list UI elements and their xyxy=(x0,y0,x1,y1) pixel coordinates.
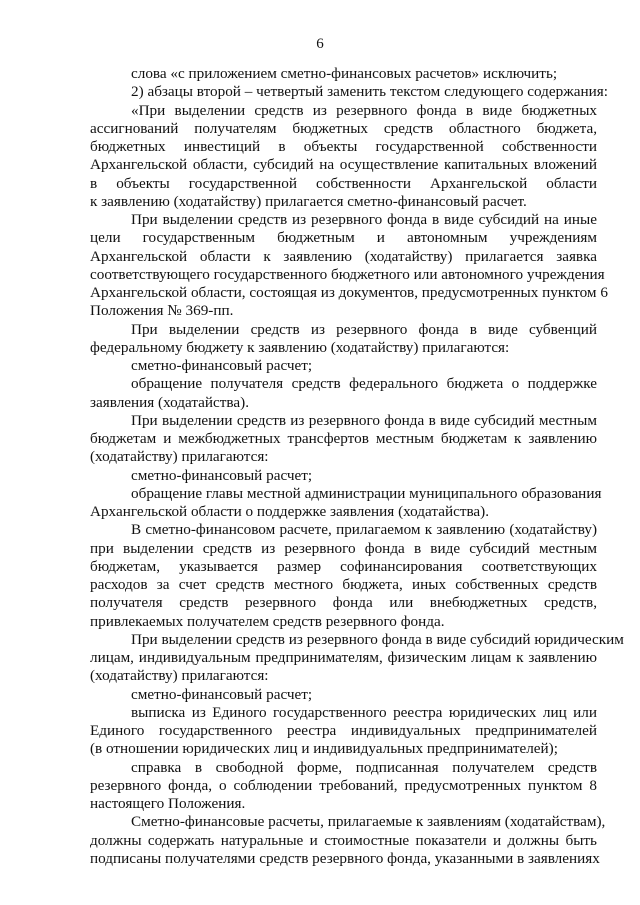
page-number: 6 xyxy=(316,36,324,52)
text-line: ассигнований получателям бюджетных средств областного бюджета, xyxy=(90,119,597,137)
text-line: в объекты государственной собственности Архангельской области xyxy=(90,174,597,192)
text-line: бюджетам, указывается размер софинансирования соответствующих xyxy=(90,557,597,575)
text-line: сметно-финансовый расчет; xyxy=(131,466,313,484)
text-line: настоящего Положения. xyxy=(90,795,246,812)
text-line: Сметно-финансовые расчеты, прилагаемые к заявлениям (ходатайствам), xyxy=(131,813,606,831)
text-line: Архангельской области о поддержке заявления (ходатайства). xyxy=(90,503,490,520)
text-line: 2) абзацы второй – четвертый заменить текстом следующего содержания: xyxy=(131,83,608,101)
text-line: федеральному бюджету к заявлению (ходатайству) прилагаются: xyxy=(90,338,510,356)
text-line: Архангельской области, субсидий на осуществление капитальных вложений xyxy=(90,156,597,174)
text-line: выписка из Единого государственного реестра юридических лиц или xyxy=(131,703,597,721)
text-line: обращение главы местной администрации муниципального образования xyxy=(131,484,602,502)
text-line: При выделении средств из резервного фонда в виде субсидий на иные xyxy=(131,211,597,228)
text-line: при выделении средств из резервного фонда в виде субсидий местным xyxy=(90,539,597,557)
text-line: сметно-финансовый расчет; xyxy=(131,685,313,703)
text-line: бюджетных инвестиций в объекты государственной собственности xyxy=(90,138,597,155)
text-line: бюджетам и межбюджетных трансфертов местным бюджетам к заявлению xyxy=(90,430,597,447)
text-line: Архангельской области к заявлению (ходатайству) прилагается заявка xyxy=(90,247,597,265)
text-line: резервного фонда, о соблюдении требований, предусмотренных пунктом 8 xyxy=(90,776,597,794)
text-line: расходов за счет средств местного бюджета, иных собственных средств xyxy=(90,576,597,593)
text-line: слова «с приложением сметно-финансовых расчетов» исключить; xyxy=(131,65,558,82)
text-line: должны содержать натуральные и стоимостные показатели и должны быть xyxy=(90,831,597,849)
text-line: обращение получателя средств федерального бюджета о поддержке xyxy=(131,375,597,393)
text-line: (ходатайству) прилагаются: xyxy=(90,667,269,685)
text-line: справка в свободной форме, подписанная получателем средств xyxy=(131,758,597,776)
text-line: к заявлению (ходатайству) прилагается сметно-финансовый расчет. xyxy=(90,192,527,210)
text-line: (в отношении юридических лиц и индивидуальных предпринимателей); xyxy=(90,740,558,758)
text-line: цели государственным бюджетным и автономным учреждениям xyxy=(90,229,597,247)
text-line: заявления (ходатайства). xyxy=(90,393,249,411)
text-line: Единого государственного реестра индивидуальных предпринимателей xyxy=(90,722,597,739)
text-line: При выделении средств из резервного фонда в виде субвенций xyxy=(131,320,597,338)
text-line: лицам, индивидуальным предпринимателям, физическим лицам к заявлению xyxy=(90,649,597,666)
text-line: В сметно-финансовом расчете, прилагаемом к заявлению (ходатайству) xyxy=(131,521,597,539)
text-line: получателя средств резервного фонда или внебюджетных средств, xyxy=(90,594,597,612)
text-line: Архангельской области, состоящая из документов, предусмотренных пунктом 6 xyxy=(90,284,608,301)
text-line: При выделении средств из резервного фонда в виде субсидий юридическим xyxy=(131,630,624,648)
text-line: «При выделении средств из резервного фонда в виде бюджетных xyxy=(131,101,597,119)
text-line: сметно-финансовый расчет; xyxy=(131,357,313,374)
document-body xyxy=(90,65,624,868)
text-line: подписаны получателями средств резервного фонда, указанными в заявлениях xyxy=(90,849,600,867)
text-line: соответствующего государственного бюджетного или автономного учреждения xyxy=(90,265,605,283)
text-line: При выделении средств из резервного фонда в виде субсидий местным xyxy=(131,411,597,429)
text-line: (ходатайству) прилагаются: xyxy=(90,448,269,466)
text-line: Положения № 369-пп. xyxy=(90,302,234,320)
text-line: привлекаемых получателем средств резервного фонда. xyxy=(90,612,445,630)
